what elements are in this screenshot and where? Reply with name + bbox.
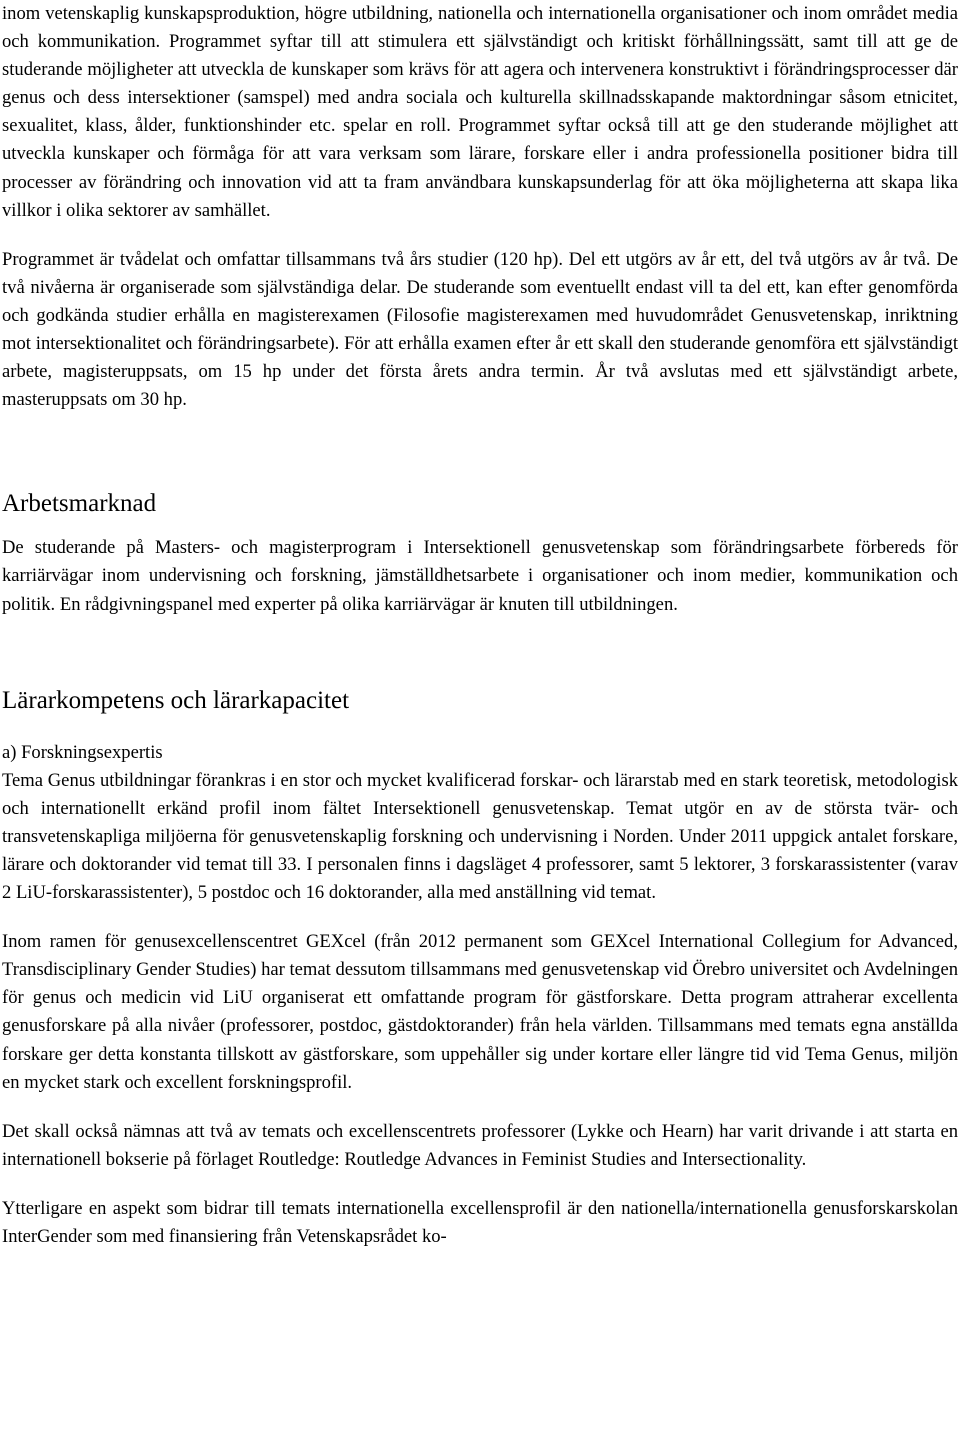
paragraph-gexcel: Inom ramen för genusexcellenscentret GEXcel (från 2012 permanent som GEXcel International Collegium for Advanced, Transdisciplinary Gender Studies) har temat dessutom tillsammans med genusvetenskap vid Örebro universitet och Avdelningen för genus och medicin vid LiU organiserat ett omfattande program för gästforskare. Detta program attraherar excellenta genusforskare på alla nivåer (professorer, postdoc, gästdoktorander) från hela världen. Tillsammans med temats egna anställda forskare ger detta konstanta tillskott av gästforskare, som uppehåller sig under kortare eller längre tid vid Tema Genus, miljön en mycket stark och excellent forskningsprofil. xyxy=(2,931,958,1093)
heading-arbetsmarknad: Arbetsmarknad xyxy=(2,490,157,518)
paragraph-intergender: Ytterligare en aspekt som bidrar till temats internationella excellensprofil är den nationella/internationella genusforskarskolan InterGender som med finansiering från Vetenskapsrådet ko- xyxy=(2,1197,958,1247)
paragraph-staff: Tema Genus utbildningar förankras i en stor och mycket kvalificerad forskar- och lärarstab med en stark teoretisk, metodologisk och internationellt erkänd profil inom fältet Intersektionell genusvetenskap. Temat utgör en av de största tvär- och transvetenskapliga miljöerna för genusvetenskaplig forskning och undervisning i Norden. Under 2011 uppgick antalet forskare, lärare och doktorander vid temat till 33. I personalen finns i dagsläget 4 professorer, samt 5 lektorer, 3 forskarassistenter (varav 2 LiU-forskarassistenter), 5 postdoc och 16 doktorander, alla med anställning vid temat. xyxy=(2,769,958,904)
subheading-forskningsexpertis: a) Forskningsexpertis xyxy=(2,741,163,763)
paragraph-arbetsmarknad: De studerande på Masters- och magisterprogram i Intersektionell genusvetenskap som förändringsarbete förbereds för karriärvägar inom undervisning och forskning, jämställdhetsarbete i organisationer och inom medier, kommunikation och politik. En rådgivningspanel med experter på olika karriärvägar är knuten till utbildningen. xyxy=(2,537,958,615)
paragraph-program-aim: inom vetenskaplig kunskapsproduktion, högre utbildning, nationella och internationella organisationer och inom området media och kommunikation. Programmet syftar till att stimulera ett självständigt och kritiskt förhållningssätt, samt till att ge de studerande möjligheter att utveckla de kunskaper som krävs för att agera och intervenera konstruktivt i förändringsprocesser där genus och dess intersektioner (samspel) med andra sociala och kulturella skillnadsskapande maktordningar såsom etnicitet, sexualitet, klass, ålder, funktionshinder etc. spelar en roll. Programmet syftar också till att ge den studerande möjlighet att utveckla kunskaper och förmåga för att vara verksam som lärare, forskare eller i andra professionella positioner bidra till processer av förändring och innovation vid att ta fram användbara kunskapsunderlag för att öka möjligheterna att skapa lika villkor i olika sektorer av samhället. xyxy=(2,3,958,221)
heading-lararkompetens: Lärarkompetens och lärarkapacitet xyxy=(2,686,350,714)
paragraph-bookseries: Det skall också nämnas att två av temats och excellenscentrets professorer (Lykke och Hearn) har varit drivande i att starta en internationell bokserie på förlaget Routledge: Routledge Advances in Feminist Studies and Intersectionality. xyxy=(2,1120,958,1170)
paragraph-program-structure: Programmet är tvådelat och omfattar tillsammans två års studier (120 hp). Del ett utgörs av år ett, del två utgörs av år två. De två nivåerna är organiserade som självständiga delar. De studerande som eventuellt endast vill ta del ett, kan efter genomförda och godkända studier erhålla en magisterexamen (Filosofie magisterexamen med huvudområdet Genusvetenskap, inriktning mot intersektionalitet och förändringsarbete). För att erhålla examen efter år ett skall den studerande genomföra ett självständigt arbete, magisteruppsats, om 15 hp under det första årets andra termin. År två avslutas med ett självständigt arbete, masteruppsats om 30 hp. xyxy=(2,248,958,411)
